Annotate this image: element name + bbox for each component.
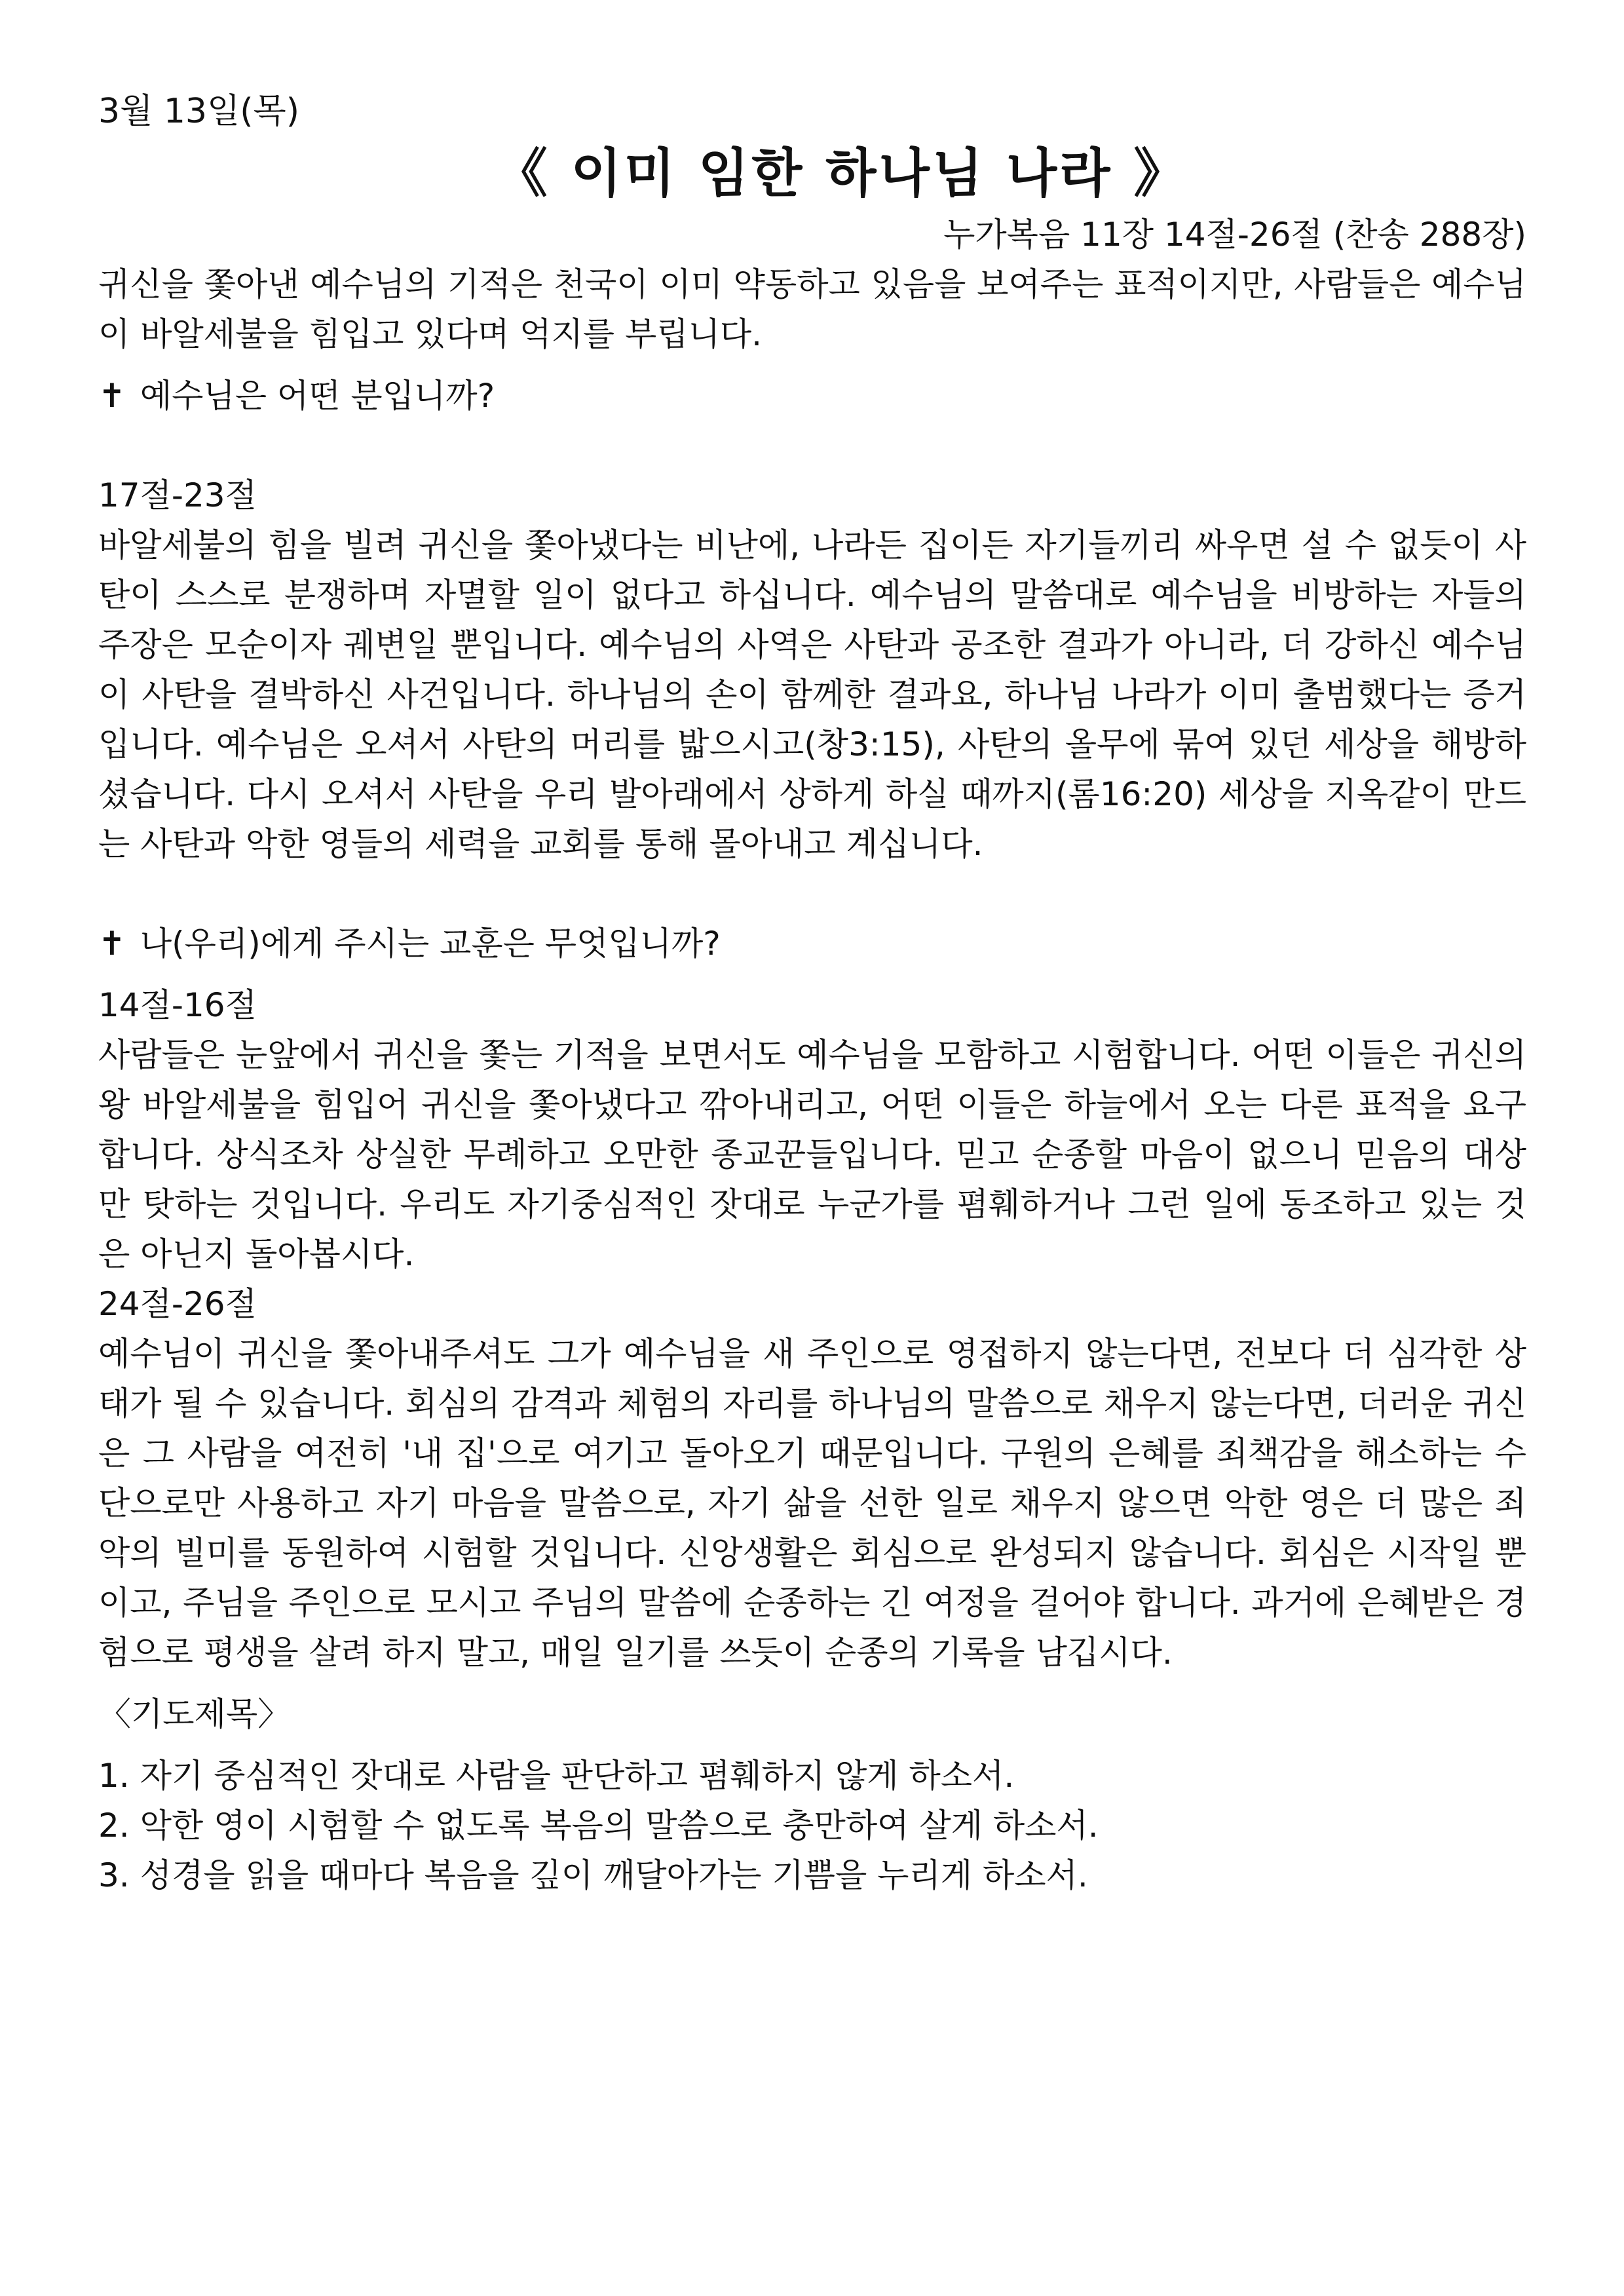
date-label: 3월 13일(목) <box>98 92 300 131</box>
verse-range: 14절-16절 <box>98 986 257 1024</box>
spacer <box>98 1677 1526 1689</box>
cross-icon: ✝ <box>98 925 126 963</box>
verse-range: 17절-23절 <box>98 476 257 514</box>
section-heading-who-is-jesus <box>98 371 1526 421</box>
spacer <box>98 869 1526 919</box>
verse-range: 24절-26절 <box>98 1285 257 1323</box>
section-heading-lesson <box>98 919 1526 968</box>
prayer-item: 2. 악한 영이 시험할 수 없도록 복음의 말씀으로 충만하여 살게 하소서. <box>98 1807 1099 1845</box>
cross-icon: ✝ <box>98 377 126 415</box>
prayer-list <box>98 1751 1526 1900</box>
section-heading-text: 나(우리)에게 주시는 교훈은 무엇입니까? <box>140 925 721 963</box>
prayer-item: 3. 성경을 읽을 때마다 복음을 깊이 깨달아가는 기쁨을 누리게 하소서. <box>98 1856 1088 1894</box>
section-heading-text: 예수님은 어떤 분입니까? <box>140 377 495 415</box>
spacer <box>98 421 1526 470</box>
section1-paragraph: 바알세불의 힘을 빌려 귀신을 쫓아냈다는 비난에, 나라든 집이든 자기들끼리 싸우면 설 수 없듯이 사탄이 스스로 분쟁하며 자멸할 일이 없다고 하십니다. 예수님의 말씀대로 예수님을 비방하는 자들의 주장은 모순이자 궤변일 뿐입니다. 예수님의 사역은 사탄과 공조한 결과가 아니라, 더 강하신 예수님이 사탄을 결박하신 사건입니다. 하나님의 손이 함께한 결과요, 하나님 나라가 이미 출범했다는 증거입니다. 예수님은 오셔서 사탄의 머리를 밟으시고(창3:15), 사탄의 올무에 묶여 있던 세상을 해방하셨습니다. 다시 오셔서 사탄을 우리 발아래에서 상하게 하실 때까지(롬16:20) 세상을 지옥같이 만드는 사탄과 악한 영들의 세력을 교회를 통해 몰아내고 계십니다. <box>98 526 1526 863</box>
page-title: 《 이미 임한 하나님 나라 》 <box>495 143 1189 204</box>
spacer <box>98 968 1526 980</box>
prayer-title: 〈기도제목〉 <box>98 1695 291 1733</box>
spacer <box>98 1739 1526 1751</box>
section2-paragraph-2: 예수님이 귀신을 쫓아내주셔도 그가 예수님을 새 주인으로 영접하지 않는다면, 전보다 더 심각한 상태가 될 수 있습니다. 회심의 감격과 체험의 자리를 하나님의 말씀으로 채우지 않는다면, 더러운 귀신은 그 사람을 여전히 '내 집'으로 여기고 돌아오기 때문입니다. 구원의 은혜를 죄책감을 해소하는 수단으로만 사용하고 자기 마음을 말씀으로, 자기 삶을 선한 일로 채우지 않으면 악한 영은 더 많은 죄악의 빌미를 동원하여 시험할 것입니다. 신앙생활은 회심으로 완성되지 않습니다. 회심은 시작일 뿐이고, 주님을 주인으로 모시고 주님의 말씀에 순종하는 긴 여정을 걸어야 합니다. 과거에 은혜받은 경험으로 평생을 살려 하지 말고, 매일 일기를 쓰듯이 순종의 기록을 남깁시다. <box>98 1335 1526 1672</box>
prayer-item: 1. 자기 중심적인 잣대로 사람을 판단하고 폄훼하지 않게 하소서. <box>98 1757 1015 1795</box>
devotional-page <box>98 85 1526 1900</box>
section2-paragraph-1: 사람들은 눈앞에서 귀신을 쫓는 기적을 보면서도 예수님을 모함하고 시험합니다. 어떤 이들은 귀신의 왕 바알세불을 힘입어 귀신을 쫓아냈다고 깎아내리고, 어떤 이들은 하늘에서 오는 다른 표적을 요구합니다. 상식조차 상실한 무례하고 오만한 종교꾼들입니다. 믿고 순종할 마음이 없으니 믿음의 대상만 탓하는 것입니다. 우리도 자기중심적인 잣대로 누군가를 폄훼하거나 그런 일에 동조하고 있는 것은 아닌지 돌아봅시다. <box>98 1036 1526 1273</box>
spacer <box>98 359 1526 371</box>
intro-paragraph: 귀신을 쫓아낸 예수님의 기적은 천국이 이미 약동하고 있음을 보여주는 표적이지만, 사람들은 예수님이 바알세불을 힘입고 있다며 억지를 부립니다. <box>98 265 1526 353</box>
scripture-reference: 누가복음 11장 14절-26절 (찬송 288장) <box>943 216 1526 254</box>
